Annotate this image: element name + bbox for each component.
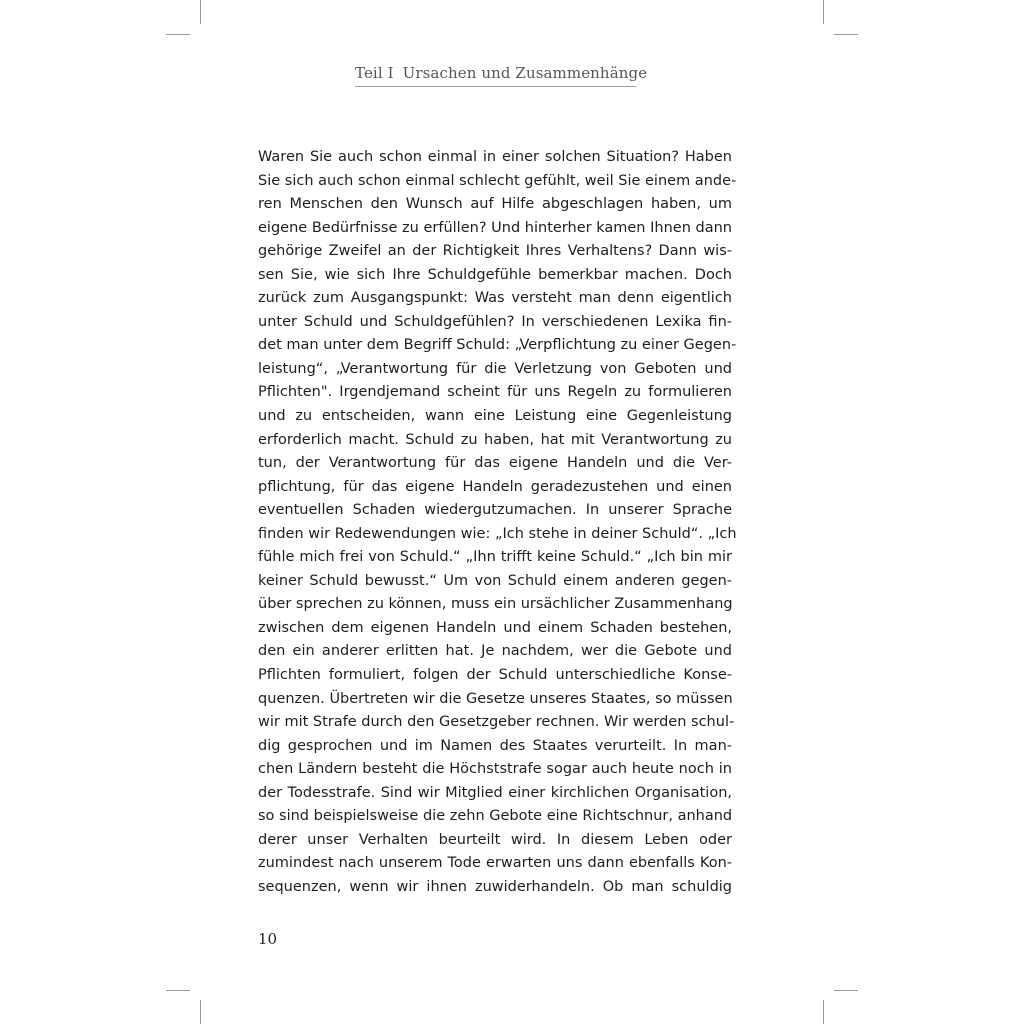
crop-mark bbox=[200, 1000, 201, 1024]
crop-mark bbox=[166, 34, 190, 35]
text-line: quenzen. Übertreten wir die Gesetze unseres Staates, so müssen bbox=[258, 690, 733, 707]
text-line: Sie sich auch schon einmal schlecht gefühlt, weil Sie einem ande- bbox=[258, 172, 737, 189]
text-line: zumindest nach unserem Tode erwarten uns dann ebenfalls Kon- bbox=[258, 855, 732, 872]
text-line: eigene Bedürfnisse zu erfüllen? Und hinterher kamen Ihnen dann bbox=[258, 219, 732, 236]
text-line: ren Menschen den Wunsch auf Hilfe abgeschlagen haben, um bbox=[258, 196, 732, 213]
text-line: Pflichten". Irgendjemand scheint für uns Regeln zu formulieren bbox=[258, 384, 732, 401]
text-line: chen Ländern besteht die Höchststrafe sogar auch heute noch in bbox=[258, 761, 732, 778]
running-head-title: Ursachen und Zusammenhänge bbox=[402, 64, 648, 82]
text-line: den ein anderer erlitten hat. Je nachdem, wer die Gebote und bbox=[258, 643, 732, 660]
running-head-part: Teil I bbox=[355, 64, 394, 82]
crop-mark bbox=[166, 990, 190, 991]
text-line: tun, der Verantwortung für das eigene Handeln und die Ver- bbox=[258, 455, 732, 472]
text-line: pflichtung, für das eigene Handeln geradezustehen und einen bbox=[258, 478, 732, 495]
text-line: leistung“, „Verantwortung für die Verletzung von Geboten und bbox=[258, 360, 732, 377]
crop-mark bbox=[834, 990, 858, 991]
text-line: keiner Schuld bewusst.“ Um von Schuld einem anderen gegen- bbox=[258, 572, 732, 589]
text-line: über sprechen zu können, muss ein ursächlicher Zusammenhang bbox=[258, 596, 733, 613]
page-number: 10 bbox=[258, 930, 278, 948]
text-line: so sind beispielsweise die zehn Gebote eine Richtschnur, anhand bbox=[258, 808, 733, 825]
crop-mark bbox=[200, 0, 201, 24]
running-head bbox=[355, 64, 648, 87]
crop-mark bbox=[823, 0, 824, 24]
text-line: dig gesprochen und im Namen des Staates verurteilt. In man- bbox=[258, 737, 732, 754]
text-line: finden wir Redewendungen wie: „Ich stehe in deiner Schuld“. „Ich bbox=[258, 525, 737, 542]
text-line: Waren Sie auch schon einmal in einer solchen Situation? Haben bbox=[258, 149, 732, 165]
crop-mark bbox=[823, 1000, 824, 1024]
text-line: erforderlich macht. Schuld zu haben, hat mit Verantwortung zu bbox=[258, 431, 732, 448]
text-line: sen Sie, wie sich Ihre Schuldgefühle bemerkbar machen. Doch bbox=[258, 266, 732, 283]
text-line: und zu entscheiden, wann eine Leistung eine Gegenleistung bbox=[258, 408, 732, 425]
text-line: zwischen dem eigenen Handeln und einem Schaden bestehen, bbox=[258, 619, 732, 636]
text-line: unter Schuld und Schuldgefühlen? In verschiedenen Lexika fin- bbox=[258, 313, 732, 330]
text-line: det man unter dem Begriff Schuld: „Verpflichtung zu einer Gegen- bbox=[258, 337, 737, 354]
body-text bbox=[258, 146, 737, 900]
text-line: derer unser Verhalten beurteilt wird. In diesem Leben oder bbox=[258, 831, 732, 848]
crop-mark bbox=[834, 34, 858, 35]
text-line: Pflichten formuliert, folgen der Schuld unterschiedliche Konse- bbox=[258, 667, 732, 684]
text-line: fühle mich frei von Schuld.“ „Ihn trifft keine Schuld.“ „Ich bin mir bbox=[258, 549, 732, 566]
text-line: wir mit Strafe durch den Gesetzgeber rechnen. Wir werden schul- bbox=[258, 714, 735, 731]
text-line: sequenzen, wenn wir ihnen zuwiderhandeln. Ob man schuldig bbox=[258, 878, 732, 895]
text-line: zurück zum Ausgangspunkt: Was versteht man denn eigentlich bbox=[258, 290, 732, 307]
text-line: gehörige Zweifel an der Richtigkeit Ihres Verhaltens? Dann wis- bbox=[258, 243, 732, 260]
text-line: eventuellen Schaden wiedergutzumachen. In unserer Sprache bbox=[258, 502, 732, 519]
text-line: der Todesstrafe. Sind wir Mitglied einer kirchlichen Organisation, bbox=[258, 784, 732, 801]
